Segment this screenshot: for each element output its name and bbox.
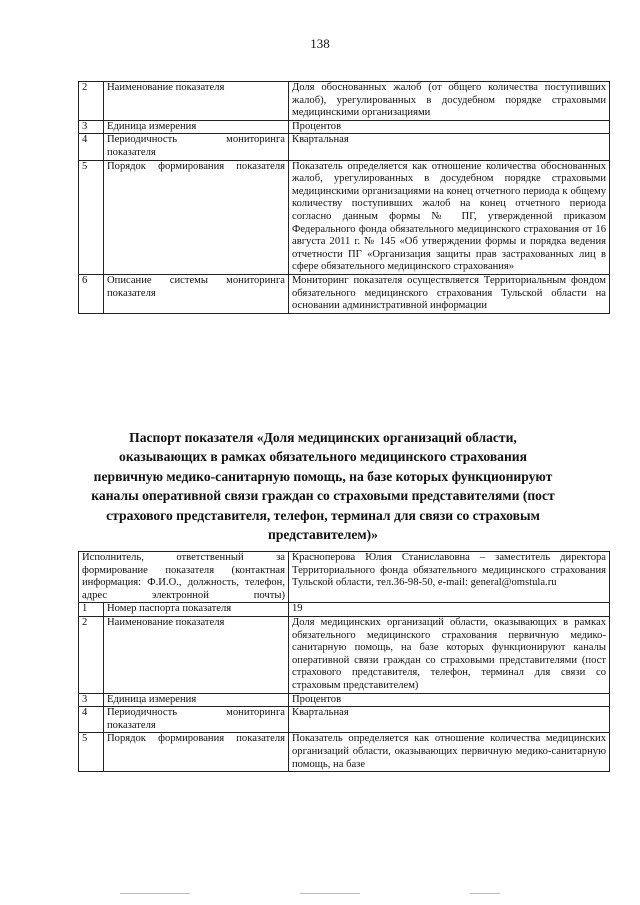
row-number: 5 xyxy=(79,160,104,274)
row-value: 19 xyxy=(289,603,610,617)
indicator-table-top xyxy=(78,81,610,314)
row-label: Порядок формирования показателя xyxy=(104,733,289,772)
row-number: 3 xyxy=(79,693,104,707)
row-number: 4 xyxy=(79,134,104,160)
row-number: 6 xyxy=(79,274,104,313)
scan-artifact xyxy=(300,893,360,894)
table-row xyxy=(79,120,610,134)
row-value: Доля обоснованных жалоб (от общего количества поступивших жалоб), урегулированных в досудебном порядке страховыми медицинскими организациями xyxy=(289,82,610,121)
page-number: 138 xyxy=(310,36,330,51)
row-value: Процентов xyxy=(289,693,610,707)
row-label: Наименование показателя xyxy=(104,82,289,121)
row-number: 2 xyxy=(79,82,104,121)
table-row xyxy=(79,82,610,121)
row-label: Порядок формирования показателя xyxy=(104,160,289,274)
scan-artifact xyxy=(120,893,190,894)
row-label: Периодичность мониторинга показателя xyxy=(104,707,289,733)
table-row xyxy=(79,274,610,313)
row-label: Периодичность мониторинга показателя xyxy=(104,134,289,160)
table-row xyxy=(79,707,610,733)
row-value: Показатель определяется как отношение количества медицинских организаций области, оказывающих первичную медико-санитарную помощь, на базе xyxy=(289,733,610,772)
row-value: Мониторинг показателя осуществляется Территориальным фондом обязательного медицинского страхования Тульской области на основании административной информации xyxy=(289,274,610,313)
row-label: Описание системы мониторинга показателя xyxy=(104,274,289,313)
table-row xyxy=(79,733,610,772)
row-number: 4 xyxy=(79,707,104,733)
row-number: 5 xyxy=(79,733,104,772)
row-label: Наименование показателя xyxy=(104,616,289,693)
row-value: Квартальная xyxy=(289,134,610,160)
table-row xyxy=(79,616,610,693)
table-row xyxy=(79,693,610,707)
row-label: Единица измерения xyxy=(104,120,289,134)
row-number: 3 xyxy=(79,120,104,134)
row-label: Единица измерения xyxy=(104,693,289,707)
row-number: 2 xyxy=(79,616,104,693)
table-row xyxy=(79,134,610,160)
table-row xyxy=(79,160,610,274)
executor-label: Исполнитель, ответственный за формирование показателя (контактная информация: Ф.И.О., должность, телефон, адрес электронной почты) xyxy=(79,552,289,603)
table-row xyxy=(79,603,610,617)
table-row xyxy=(79,552,610,603)
executor-value: Красноперова Юлия Станиславовна – заместитель директора Территориального фонда обязательного медицинского страхования Тульской области, тел.36-98-50, e-mail: general@omstula.ru xyxy=(289,552,610,603)
row-value: Показатель определяется как отношение количества обоснованных жалоб, урегулированных в досудебном порядке страховыми медицинскими организациями на конец отчетного периода к общему количеству поступивших жалоб на конец отчетного периода согласно данным формы № ПГ, утвержденной приказом Федерального фонда обязательного медицинского страхования от 16 августа 2011 г. № 145 «Об утверждении формы и порядка ведения отчетности ПГ «Организация защиты прав застрахованных лиц в сфере обязательного медицинского страхования» xyxy=(289,160,610,274)
row-value: Процентов xyxy=(289,120,610,134)
row-value: Квартальная xyxy=(289,707,610,733)
passport-title: Паспорт показателя «Доля медицинских организаций области, оказывающих в рамках обязательного медицинского страхования первичную медико-санитарную помощь, на базе которых функционируют каналы оперативной связи граждан со страховыми представителями (пост страхового представителя, телефон, терминал для связи со страховым представителем)» xyxy=(91,430,555,543)
indicator-passport-table xyxy=(78,551,610,772)
row-number: 1 xyxy=(79,603,104,617)
row-label: Номер паспорта показателя xyxy=(104,603,289,617)
scan-artifact xyxy=(470,893,500,894)
row-value: Доля медицинских организаций области, оказывающих в рамках обязательного медицинского страхования первичную медико-санитарную помощь, на базе которых функционируют каналы оперативной связи граждан со страховыми представителями (пост страхового представителя, телефон, терминал для связи со страховым представителем) xyxy=(289,616,610,693)
